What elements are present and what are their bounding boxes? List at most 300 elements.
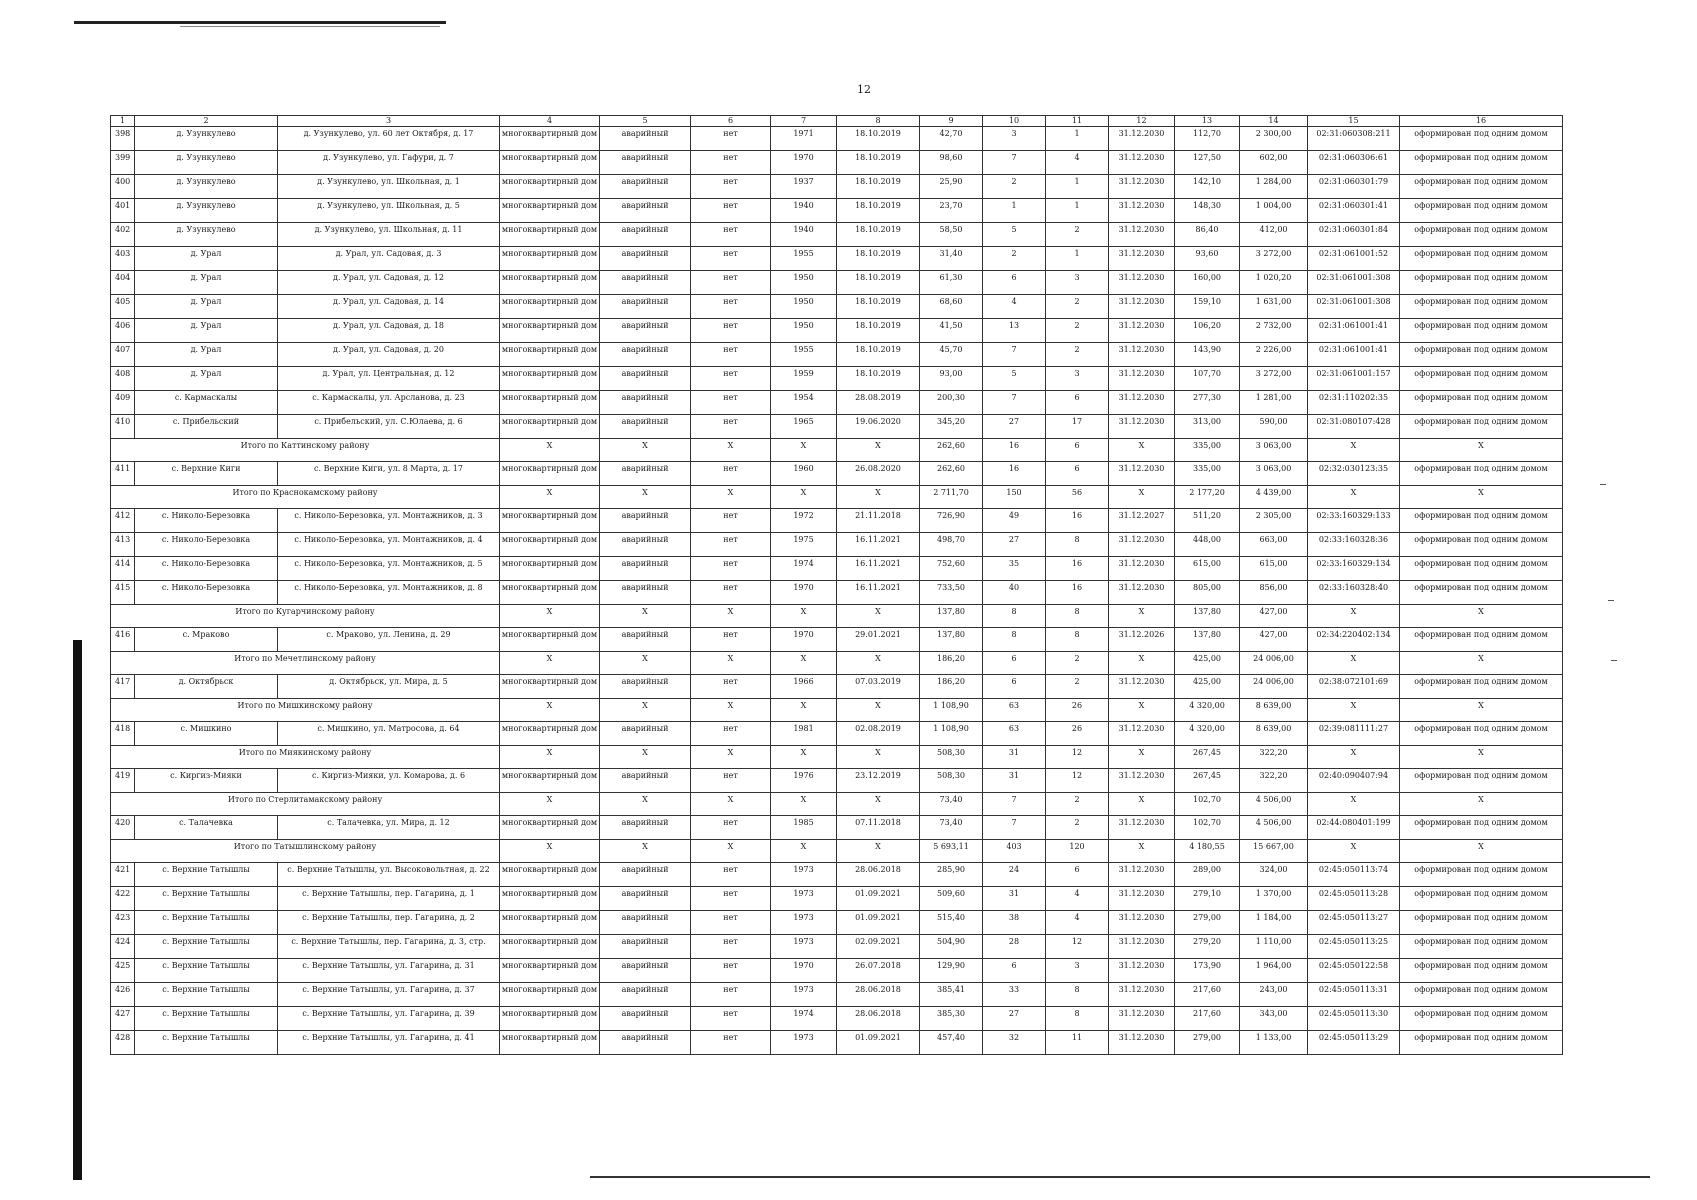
- table-row: [111, 769, 1563, 793]
- table-row: [111, 175, 1563, 199]
- table-cell: 16.11.2021: [837, 581, 920, 605]
- table-row: [111, 343, 1563, 367]
- subtotal-cell: Х: [600, 486, 691, 509]
- table-cell: 1973: [771, 911, 837, 935]
- subtotal-cell: 15 667,00: [1240, 840, 1308, 863]
- table-cell: 5: [983, 367, 1046, 391]
- table-cell: 8 639,00: [1240, 722, 1308, 746]
- table-cell: нет: [691, 223, 771, 247]
- subtotal-cell: 56: [1046, 486, 1109, 509]
- subtotal-cell: 262,60: [920, 439, 983, 462]
- subtotal-cell: Х: [1109, 840, 1175, 863]
- scan-speck: [1600, 484, 1606, 485]
- table-cell: аварийный: [600, 415, 691, 439]
- table-cell: аварийный: [600, 769, 691, 793]
- table-cell: 137,80: [920, 628, 983, 652]
- subtotal-cell: 102,70: [1175, 793, 1240, 816]
- table-cell: 31.12.2030: [1109, 462, 1175, 486]
- table-cell: с. Мраково: [135, 628, 278, 652]
- subtotal-cell: Х: [1400, 840, 1563, 863]
- table-cell: с. Верхние Киги, ул. 8 Марта, д. 17: [278, 462, 500, 486]
- subtotal-cell: Х: [1308, 840, 1400, 863]
- table-cell: 7: [983, 151, 1046, 175]
- table-row: [111, 295, 1563, 319]
- table-cell: многоквартирный дом: [500, 367, 600, 391]
- row-number-cell: 424: [111, 935, 135, 959]
- table-cell: 1973: [771, 935, 837, 959]
- table-cell: 02:39:081111:27: [1308, 722, 1400, 746]
- table-cell: 289,00: [1175, 863, 1240, 887]
- subtotal-cell: Х: [837, 840, 920, 863]
- subtotal-cell: 6: [983, 652, 1046, 675]
- table-cell: 31.12.2030: [1109, 223, 1175, 247]
- table-cell: 31.12.2030: [1109, 247, 1175, 271]
- table-cell: 112,70: [1175, 127, 1240, 151]
- table-cell: 02:31:060306:61: [1308, 151, 1400, 175]
- table-cell: аварийный: [600, 863, 691, 887]
- table-cell: 2 226,00: [1240, 343, 1308, 367]
- table-cell: 1985: [771, 816, 837, 840]
- table-cell: аварийный: [600, 722, 691, 746]
- row-number-cell: 404: [111, 271, 135, 295]
- subtotal-cell: 31: [983, 746, 1046, 769]
- table-cell: многоквартирный дом: [500, 391, 600, 415]
- table-cell: оформирован под одним домом: [1400, 1031, 1563, 1055]
- table-cell: 02:45:050113:31: [1308, 983, 1400, 1007]
- table-cell: оформирован под одним домом: [1400, 581, 1563, 605]
- table-cell: с. Верхние Татышлы: [135, 887, 278, 911]
- header-cell: 8: [837, 116, 920, 127]
- subtotal-cell: Х: [600, 605, 691, 628]
- header-cell: 7: [771, 116, 837, 127]
- header-cell: 11: [1046, 116, 1109, 127]
- subtotal-label: Итого по Каттинскому району: [111, 439, 500, 462]
- table-cell: 733,50: [920, 581, 983, 605]
- table-row: [111, 391, 1563, 415]
- subtotal-label: Итого по Мишкинскому району: [111, 699, 500, 722]
- table-row: [111, 199, 1563, 223]
- table-cell: нет: [691, 127, 771, 151]
- row-number-cell: 403: [111, 247, 135, 271]
- table-cell: оформирован под одним домом: [1400, 722, 1563, 746]
- row-number-cell: 398: [111, 127, 135, 151]
- table-cell: 1 281,00: [1240, 391, 1308, 415]
- table-cell: 02:45:050113:30: [1308, 1007, 1400, 1031]
- table-cell: многоквартирный дом: [500, 911, 600, 935]
- table-cell: 02:44:080401:199: [1308, 816, 1400, 840]
- table-cell: д. Узункулево, ул. Школьная, д. 5: [278, 199, 500, 223]
- table-cell: 07.11.2018: [837, 816, 920, 840]
- table-cell: 511,20: [1175, 509, 1240, 533]
- table-row: [111, 319, 1563, 343]
- subtotal-cell: 2 711,70: [920, 486, 983, 509]
- table-cell: 49: [983, 509, 1046, 533]
- table-cell: нет: [691, 887, 771, 911]
- table-cell: 17: [1046, 415, 1109, 439]
- table-cell: 1974: [771, 1007, 837, 1031]
- table-cell: 02:31:110202:35: [1308, 391, 1400, 415]
- subtotal-label: Итого по Кугарчинскому району: [111, 605, 500, 628]
- table-cell: 1 631,00: [1240, 295, 1308, 319]
- table-cell: д. Узункулево: [135, 175, 278, 199]
- table-cell: оформирован под одним домом: [1400, 983, 1563, 1007]
- table-cell: оформирован под одним домом: [1400, 319, 1563, 343]
- table-cell: нет: [691, 151, 771, 175]
- table-cell: оформирован под одним домом: [1400, 959, 1563, 983]
- table-cell: 2: [1046, 295, 1109, 319]
- subtotal-cell: 267,45: [1175, 746, 1240, 769]
- table-cell: оформирован под одним домом: [1400, 343, 1563, 367]
- row-number-cell: 428: [111, 1031, 135, 1055]
- table-cell: 412,00: [1240, 223, 1308, 247]
- table-cell: 1960: [771, 462, 837, 486]
- table-cell: 6: [1046, 391, 1109, 415]
- table-cell: 1959: [771, 367, 837, 391]
- table-cell: 1971: [771, 127, 837, 151]
- table-cell: 31.12.2027: [1109, 509, 1175, 533]
- table-cell: д. Октябрьск, ул. Мира, д. 5: [278, 675, 500, 699]
- table-cell: 27: [983, 415, 1046, 439]
- table-cell: 86,40: [1175, 223, 1240, 247]
- table-cell: 13: [983, 319, 1046, 343]
- table-cell: 1970: [771, 959, 837, 983]
- table-cell: 26.07.2018: [837, 959, 920, 983]
- table-cell: многоквартирный дом: [500, 581, 600, 605]
- table-cell: 427,00: [1240, 628, 1308, 652]
- subtotal-cell: 2: [1046, 652, 1109, 675]
- subtotal-cell: 508,30: [920, 746, 983, 769]
- row-number-cell: 417: [111, 675, 135, 699]
- subtotal-cell: Х: [1400, 793, 1563, 816]
- table-cell: 615,00: [1175, 557, 1240, 581]
- table-cell: 425,00: [1175, 675, 1240, 699]
- table-cell: 1 370,00: [1240, 887, 1308, 911]
- table-cell: 142,10: [1175, 175, 1240, 199]
- table-cell: многоквартирный дом: [500, 223, 600, 247]
- subtotal-cell: 4 180,55: [1175, 840, 1240, 863]
- header-cell: 14: [1240, 116, 1308, 127]
- table-cell: с. Верхние Татышлы, ул. Гагарина, д. 37: [278, 983, 500, 1007]
- table-cell: оформирован под одним домом: [1400, 367, 1563, 391]
- table-cell: 27: [983, 533, 1046, 557]
- subtotal-cell: Х: [691, 793, 771, 816]
- table-cell: 2: [1046, 319, 1109, 343]
- subtotal-cell: Х: [837, 699, 920, 722]
- table-cell: 02:31:061001:308: [1308, 295, 1400, 319]
- table-cell: д. Узункулево: [135, 223, 278, 247]
- table-cell: 1974: [771, 557, 837, 581]
- table-cell: 1: [983, 199, 1046, 223]
- table-cell: нет: [691, 367, 771, 391]
- table-cell: оформирован под одним домом: [1400, 391, 1563, 415]
- table-cell: 8: [1046, 628, 1109, 652]
- table-cell: 8: [1046, 983, 1109, 1007]
- table-cell: 16: [1046, 581, 1109, 605]
- table-cell: 31.12.2030: [1109, 675, 1175, 699]
- table-cell: 217,60: [1175, 983, 1240, 1007]
- table-cell: 02:45:050113:27: [1308, 911, 1400, 935]
- table-cell: 02:31:061001:52: [1308, 247, 1400, 271]
- table-cell: 26: [1046, 722, 1109, 746]
- header-cell: 3: [278, 116, 500, 127]
- table-cell: 2 300,00: [1240, 127, 1308, 151]
- table-cell: 3 063,00: [1240, 462, 1308, 486]
- subtotal-cell: Х: [771, 746, 837, 769]
- subtotal-cell: 8 639,00: [1240, 699, 1308, 722]
- table-cell: 1955: [771, 343, 837, 367]
- subtotal-cell: Х: [600, 746, 691, 769]
- table-cell: 385,30: [920, 1007, 983, 1031]
- subtotal-cell: Х: [837, 793, 920, 816]
- table-cell: нет: [691, 175, 771, 199]
- table-cell: 61,30: [920, 271, 983, 295]
- table-cell: аварийный: [600, 223, 691, 247]
- table-cell: с. Николо-Березовка: [135, 581, 278, 605]
- table-cell: 3: [983, 127, 1046, 151]
- table-cell: 31.12.2030: [1109, 271, 1175, 295]
- table-cell: 509,60: [920, 887, 983, 911]
- table-row: [111, 675, 1563, 699]
- table-cell: многоквартирный дом: [500, 271, 600, 295]
- scan-top-rule-thin: [180, 26, 440, 27]
- table-cell: с. Мишкино, ул. Матросова, д. 64: [278, 722, 500, 746]
- subtotal-cell: Х: [691, 652, 771, 675]
- row-number-cell: 410: [111, 415, 135, 439]
- table-cell: многоквартирный дом: [500, 863, 600, 887]
- table-cell: аварийный: [600, 533, 691, 557]
- table-cell: 1 284,00: [1240, 175, 1308, 199]
- subtotal-cell: Х: [1400, 699, 1563, 722]
- table-cell: 1940: [771, 199, 837, 223]
- table-cell: нет: [691, 863, 771, 887]
- table-cell: д. Узункулево, ул. Гафури, д. 7: [278, 151, 500, 175]
- table-cell: аварийный: [600, 959, 691, 983]
- subtotal-cell: Х: [771, 605, 837, 628]
- table-cell: с. Верхние Татышлы, ул. Гагарина, д. 41: [278, 1031, 500, 1055]
- subtotal-cell: Х: [691, 699, 771, 722]
- subtotal-row: [111, 652, 1563, 675]
- table-row: [111, 533, 1563, 557]
- subtotal-cell: Х: [691, 840, 771, 863]
- table-cell: 02:31:061001:157: [1308, 367, 1400, 391]
- table-cell: 31.12.2030: [1109, 415, 1175, 439]
- table-cell: 02:45:050113:74: [1308, 863, 1400, 887]
- table-cell: 102,70: [1175, 816, 1240, 840]
- table-cell: нет: [691, 628, 771, 652]
- table-cell: 02:31:060301:84: [1308, 223, 1400, 247]
- table-cell: аварийный: [600, 983, 691, 1007]
- table-cell: 93,60: [1175, 247, 1240, 271]
- header-cell: 13: [1175, 116, 1240, 127]
- subtotal-cell: 4 439,00: [1240, 486, 1308, 509]
- table-cell: 515,40: [920, 911, 983, 935]
- table-cell: оформирован под одним домом: [1400, 628, 1563, 652]
- header-cell: 4: [500, 116, 600, 127]
- subtotal-label: Итого по Татышлинскому району: [111, 840, 500, 863]
- subtotal-cell: Х: [600, 699, 691, 722]
- table-cell: 18.10.2019: [837, 247, 920, 271]
- subtotal-cell: 4 320,00: [1175, 699, 1240, 722]
- table-cell: 31.12.2030: [1109, 127, 1175, 151]
- subtotal-label: Итого по Мечетлинскому району: [111, 652, 500, 675]
- table-row: [111, 863, 1563, 887]
- table-cell: нет: [691, 675, 771, 699]
- table-cell: 01.09.2021: [837, 911, 920, 935]
- table-cell: 18.10.2019: [837, 199, 920, 223]
- table-cell: 856,00: [1240, 581, 1308, 605]
- table-cell: 02:31:060301:79: [1308, 175, 1400, 199]
- table-cell: многоквартирный дом: [500, 959, 600, 983]
- table-cell: 4 506,00: [1240, 816, 1308, 840]
- table-cell: оформирован под одним домом: [1400, 151, 1563, 175]
- table-cell: 12: [1046, 935, 1109, 959]
- table-cell: аварийный: [600, 271, 691, 295]
- table-cell: 2 305,00: [1240, 509, 1308, 533]
- table-cell: нет: [691, 983, 771, 1007]
- table-cell: аварийный: [600, 911, 691, 935]
- table-row: [111, 983, 1563, 1007]
- table-cell: 1981: [771, 722, 837, 746]
- table-cell: оформирован под одним домом: [1400, 769, 1563, 793]
- table-cell: 16: [983, 462, 1046, 486]
- table-cell: 1950: [771, 295, 837, 319]
- subtotal-cell: Х: [500, 840, 600, 863]
- table-cell: 02:31:060301:41: [1308, 199, 1400, 223]
- table-cell: 4: [1046, 151, 1109, 175]
- subtotal-cell: Х: [500, 652, 600, 675]
- table-cell: 106,20: [1175, 319, 1240, 343]
- table-cell: 2: [983, 247, 1046, 271]
- subtotal-cell: 427,00: [1240, 605, 1308, 628]
- table-cell: 385,41: [920, 983, 983, 1007]
- table-cell: 18.10.2019: [837, 367, 920, 391]
- table-cell: оформирован под одним домом: [1400, 533, 1563, 557]
- table-cell: многоквартирный дом: [500, 509, 600, 533]
- row-number-cell: 400: [111, 175, 135, 199]
- table-cell: 1965: [771, 415, 837, 439]
- table-cell: оформирован под одним домом: [1400, 247, 1563, 271]
- table-row: [111, 367, 1563, 391]
- subtotal-cell: Х: [1109, 793, 1175, 816]
- table-cell: оформирован под одним домом: [1400, 175, 1563, 199]
- table-cell: 02:31:060308:211: [1308, 127, 1400, 151]
- table-cell: многоквартирный дом: [500, 557, 600, 581]
- subtotal-cell: Х: [1308, 605, 1400, 628]
- table-cell: 322,20: [1240, 769, 1308, 793]
- subtotal-cell: 335,00: [1175, 439, 1240, 462]
- table-cell: 40: [983, 581, 1046, 605]
- table-cell: 26.08.2020: [837, 462, 920, 486]
- table-cell: 2: [983, 175, 1046, 199]
- table-cell: многоквартирный дом: [500, 935, 600, 959]
- subtotal-cell: Х: [1109, 439, 1175, 462]
- table-cell: 4: [1046, 887, 1109, 911]
- table-cell: многоквартирный дом: [500, 675, 600, 699]
- table-cell: 186,20: [920, 675, 983, 699]
- table-cell: аварийный: [600, 367, 691, 391]
- table-cell: аварийный: [600, 1031, 691, 1055]
- table-cell: д. Октябрьск: [135, 675, 278, 699]
- table-cell: 01.09.2021: [837, 887, 920, 911]
- table-cell: д. Урал, ул. Садовая, д. 14: [278, 295, 500, 319]
- table-cell: 12: [1046, 769, 1109, 793]
- subtotal-cell: 12: [1046, 746, 1109, 769]
- table-cell: 31.12.2030: [1109, 1031, 1175, 1055]
- table-cell: 02:45:050122:58: [1308, 959, 1400, 983]
- subtotal-cell: Х: [1400, 746, 1563, 769]
- table-cell: аварийный: [600, 675, 691, 699]
- table-cell: нет: [691, 935, 771, 959]
- subtotal-cell: Х: [1109, 699, 1175, 722]
- table-cell: 602,00: [1240, 151, 1308, 175]
- table-cell: 1 108,90: [920, 722, 983, 746]
- table-cell: многоквартирный дом: [500, 127, 600, 151]
- subtotal-cell: 3 063,00: [1240, 439, 1308, 462]
- table-cell: аварийный: [600, 295, 691, 319]
- row-number-cell: 406: [111, 319, 135, 343]
- subtotal-cell: Х: [691, 486, 771, 509]
- table-cell: 3: [1046, 367, 1109, 391]
- table-cell: 31.12.2030: [1109, 722, 1175, 746]
- table-cell: 18.10.2019: [837, 127, 920, 151]
- table-cell: 24: [983, 863, 1046, 887]
- table-cell: д. Урал, ул. Центральная, д. 12: [278, 367, 500, 391]
- table-cell: 18.10.2019: [837, 271, 920, 295]
- header-cell: 6: [691, 116, 771, 127]
- table-cell: 345,20: [920, 415, 983, 439]
- subtotal-cell: Х: [1400, 605, 1563, 628]
- subtotal-row: [111, 840, 1563, 863]
- table-cell: д. Урал, ул. Садовая, д. 18: [278, 319, 500, 343]
- subtotal-cell: Х: [1308, 439, 1400, 462]
- row-number-cell: 419: [111, 769, 135, 793]
- table-cell: аварийный: [600, 247, 691, 271]
- table-cell: 02.09.2021: [837, 935, 920, 959]
- subtotal-cell: Х: [500, 605, 600, 628]
- table-cell: 11: [1046, 1031, 1109, 1055]
- subtotal-row: [111, 699, 1563, 722]
- table-cell: 279,10: [1175, 887, 1240, 911]
- table-cell: 1: [1046, 175, 1109, 199]
- table-cell: многоквартирный дом: [500, 533, 600, 557]
- row-number-cell: 409: [111, 391, 135, 415]
- row-number-cell: 401: [111, 199, 135, 223]
- table-cell: 31.12.2030: [1109, 391, 1175, 415]
- table-cell: 6: [983, 675, 1046, 699]
- table-cell: 313,00: [1175, 415, 1240, 439]
- table-row: [111, 722, 1563, 746]
- subtotal-cell: Х: [771, 840, 837, 863]
- subtotal-cell: 186,20: [920, 652, 983, 675]
- table-cell: 1976: [771, 769, 837, 793]
- table-cell: оформирован под одним домом: [1400, 863, 1563, 887]
- table-cell: 1973: [771, 1031, 837, 1055]
- table-cell: нет: [691, 557, 771, 581]
- table-cell: 31.12.2030: [1109, 959, 1175, 983]
- table-cell: 16: [1046, 557, 1109, 581]
- subtotal-cell: 322,20: [1240, 746, 1308, 769]
- row-number-cell: 413: [111, 533, 135, 557]
- table-cell: 31.12.2030: [1109, 319, 1175, 343]
- table-cell: 35: [983, 557, 1046, 581]
- table-cell: многоквартирный дом: [500, 319, 600, 343]
- subtotal-row: [111, 746, 1563, 769]
- table-cell: нет: [691, 247, 771, 271]
- table-cell: 343,00: [1240, 1007, 1308, 1031]
- subtotal-cell: Х: [691, 605, 771, 628]
- subtotal-row: [111, 605, 1563, 628]
- table-cell: оформирован под одним домом: [1400, 199, 1563, 223]
